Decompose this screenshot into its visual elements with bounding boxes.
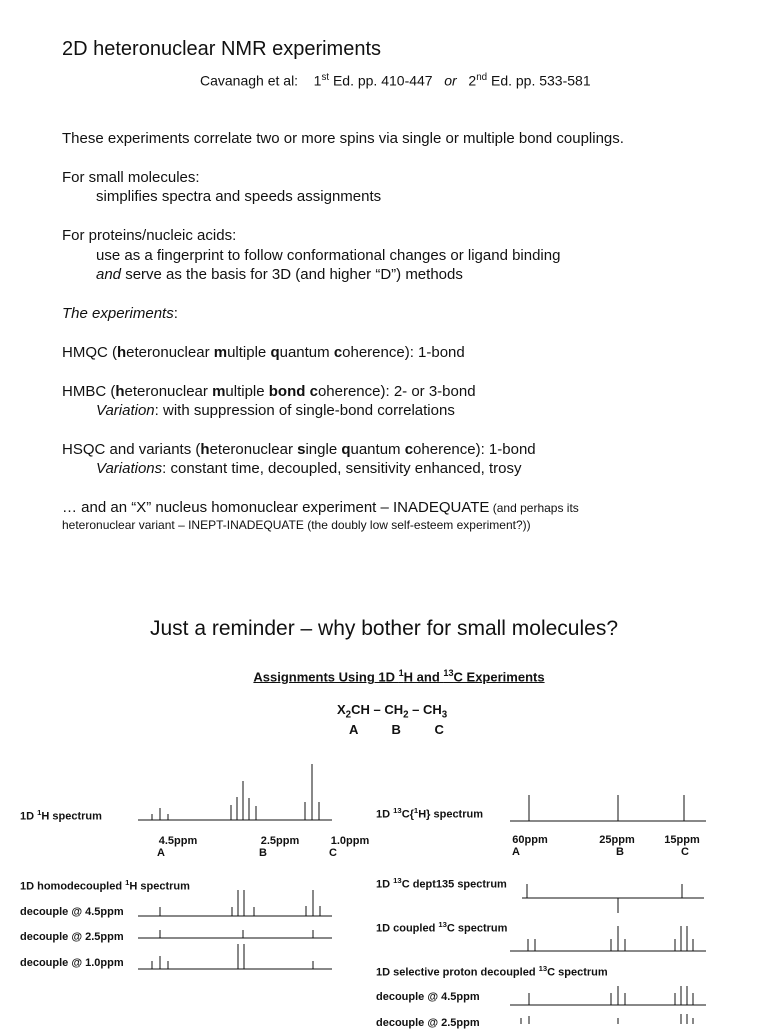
formula-group-labels: A B C <box>349 722 444 737</box>
c-spectrum-sup2: 1 <box>413 806 419 815</box>
coupled-sup: 13 <box>438 920 447 929</box>
hmbc-variation-text: : with suppression of single-bond correlations <box>154 402 455 419</box>
hsqc-b1: h <box>200 441 210 458</box>
coupled-post: C spectrum <box>446 922 508 935</box>
ref-ed1-sup: st <box>321 72 330 83</box>
hmbc-variation-label: Variation <box>96 402 155 419</box>
proteins-heading: For proteins/nucleic acids: <box>62 227 237 244</box>
formula-sub2a: 2 <box>345 709 352 721</box>
c-ppm-b-letter: B <box>616 846 624 858</box>
c-ppm-c-letter: C <box>681 846 689 858</box>
c-ppm-c-value: 15ppm <box>664 834 700 846</box>
experiments-heading: The experiments: <box>62 305 178 322</box>
homodecoupled-post: H spectrum <box>129 880 190 893</box>
hsqc-pre: HSQC and variants ( <box>62 441 201 458</box>
hmbc-t1: eteronuclear <box>124 383 213 400</box>
left-decouple-45: decouple @ 4.5ppm <box>20 906 124 918</box>
page-title: 2D heteronuclear NMR experiments <box>62 38 382 60</box>
assignments-mid: H and <box>403 669 444 685</box>
hmqc-t2: ultiple <box>227 344 271 361</box>
inadequate-small1: (and perhaps its <box>489 501 579 515</box>
hsqc-variations-label: Variations <box>96 460 163 477</box>
hmqc-b2: m <box>213 344 228 361</box>
assignments-post: C Experiments <box>453 669 545 685</box>
hmqc-t4: oherence): 1-bond <box>342 344 465 361</box>
hsqc-b3: q <box>341 441 351 458</box>
formula-sub3: 3 <box>441 709 448 721</box>
c-ppm-a-value: 60ppm <box>512 834 548 846</box>
selective-post: C spectrum <box>547 966 608 979</box>
c-spectrum-sup: 13 <box>393 806 402 815</box>
hsqc-t4: oherence): 1-bond <box>413 441 536 458</box>
left-decouple-10-trace <box>138 944 332 969</box>
selective-pre: 1D selective proton decoupled <box>376 966 539 979</box>
left-decouple-25-trace <box>138 930 332 938</box>
hmqc-b1: h <box>117 344 127 361</box>
hsqc-b4: c <box>404 441 414 458</box>
small-molecules-heading: For small molecules: <box>62 169 200 186</box>
dept-pre: 1D <box>376 878 394 891</box>
formula-ch: CH – CH <box>351 702 404 717</box>
c-spectrum-mid: C{ <box>401 808 414 821</box>
h-ppm-c-letter: C <box>329 847 337 859</box>
hmqc-pre: HMQC ( <box>62 344 117 361</box>
h-ppm-b-letter: B <box>259 847 267 859</box>
selective-sup: 13 <box>538 964 548 973</box>
proteins-line1: use as a fingerprint to follow conformational changes or ligand binding <box>96 247 561 264</box>
h-ppm-b-value: 2.5ppm <box>260 835 300 847</box>
left-decouple-10: decouple @ 1.0ppm <box>20 957 124 969</box>
h-ppm-a-letter: A <box>157 847 165 859</box>
h-ppm-a-value: 4.5ppm <box>158 835 198 847</box>
hmbc-pre: HMBC ( <box>62 383 116 400</box>
left-decouple-45-trace <box>138 890 332 916</box>
ref-ed2-sup: nd <box>476 72 488 83</box>
hsqc-variations-text: : constant time, decoupled, sensitivity enhanced, trosy <box>162 460 522 477</box>
h-spectrum-pre: 1D <box>20 810 38 823</box>
left-decouple-25: decouple @ 2.5ppm <box>20 931 124 943</box>
right-decouple-25: decouple @ 2.5ppm <box>376 1017 480 1029</box>
hmbc-t4: oherence): 2- or 3-bond <box>317 383 476 400</box>
small-molecules-line: simplifies spectra and speeds assignments <box>96 188 382 205</box>
hmqc-b4: c <box>333 344 343 361</box>
hsqc-b2: s <box>297 441 306 458</box>
hmbc-b3: bond <box>268 383 306 400</box>
hmbc-b1: h <box>115 383 125 400</box>
c-ppm-a-letter: A <box>512 846 520 858</box>
ref-ed2-num: 2 <box>468 72 477 89</box>
ref-ed2-pages: Ed. pp. 533-581 <box>487 72 591 89</box>
right-decouple-25-trace <box>521 1014 693 1024</box>
inadequate-main: … and an “X” nucleus homonuclear experiment – INADEQUATE <box>62 499 490 516</box>
hmbc-t2: ultiple <box>225 383 269 400</box>
ref-or: or <box>444 72 457 89</box>
hmbc-b2: m <box>212 383 226 400</box>
formula-sub2b: 2 <box>403 709 409 721</box>
ref-ed1-pages: Ed. pp. 410-447 <box>329 72 433 89</box>
assignments-pre: Assignments Using 1D <box>253 669 399 685</box>
assignments-sup1: 1 <box>398 668 404 678</box>
dept-post: C dept135 spectrum <box>401 878 507 891</box>
c-ppm-b-value: 25ppm <box>599 834 635 846</box>
reminder-title: Just a reminder – why bother for small molecules? <box>149 617 619 640</box>
formula-x: X <box>337 702 346 717</box>
homodecoupled-pre: 1D homodecoupled <box>20 880 126 893</box>
c-spectrum-post: H} spectrum <box>418 808 483 821</box>
h-ppm-c-value: 1.0ppm <box>330 835 370 847</box>
experiments-heading-text: The experiments <box>62 305 174 322</box>
dept-trace <box>522 884 704 913</box>
hmqc-t1: eteronuclear <box>126 344 214 361</box>
homodecoupled-sup: 1 <box>125 878 130 887</box>
hmbc-b4: c <box>309 383 318 400</box>
ref-ed1-num: 1 <box>313 72 322 89</box>
coupled-pre: 1D coupled <box>376 922 439 935</box>
right-decouple-45-trace <box>510 986 706 1005</box>
formula-ch3: – CH <box>408 702 442 717</box>
intro-text: These experiments correlate two or more spins via single or multiple bond couplings. <box>62 130 624 147</box>
hsqc-t1: eteronuclear <box>209 441 298 458</box>
h-spectrum-post: H spectrum <box>41 810 102 823</box>
h-spectrum-sup: 1 <box>37 808 42 817</box>
inadequate-small2: heteronuclear variant – INEPT-INADEQUATE (the doubly low self-esteem experiment?)) <box>62 518 531 532</box>
proteins-and: and <box>96 266 122 283</box>
h-spectrum-trace <box>138 764 332 820</box>
ref-prefix: Cavanagh et al: <box>200 72 299 89</box>
c-spectrum-trace <box>510 795 706 821</box>
hmqc-t3: uantum <box>279 344 334 361</box>
hmqc-b3: q <box>270 344 280 361</box>
hsqc-t3: uantum <box>350 441 405 458</box>
assignments-sup2: 13 <box>443 668 454 678</box>
right-decouple-45: decouple @ 4.5ppm <box>376 991 480 1003</box>
coupled-trace <box>510 926 706 951</box>
hsqc-t2: ingle <box>305 441 342 458</box>
dept-sup: 13 <box>393 876 402 885</box>
proteins-line2-rest: serve as the basis for 3D (and higher “D”) methods <box>121 266 463 283</box>
c-spectrum-pre: 1D <box>376 808 394 821</box>
